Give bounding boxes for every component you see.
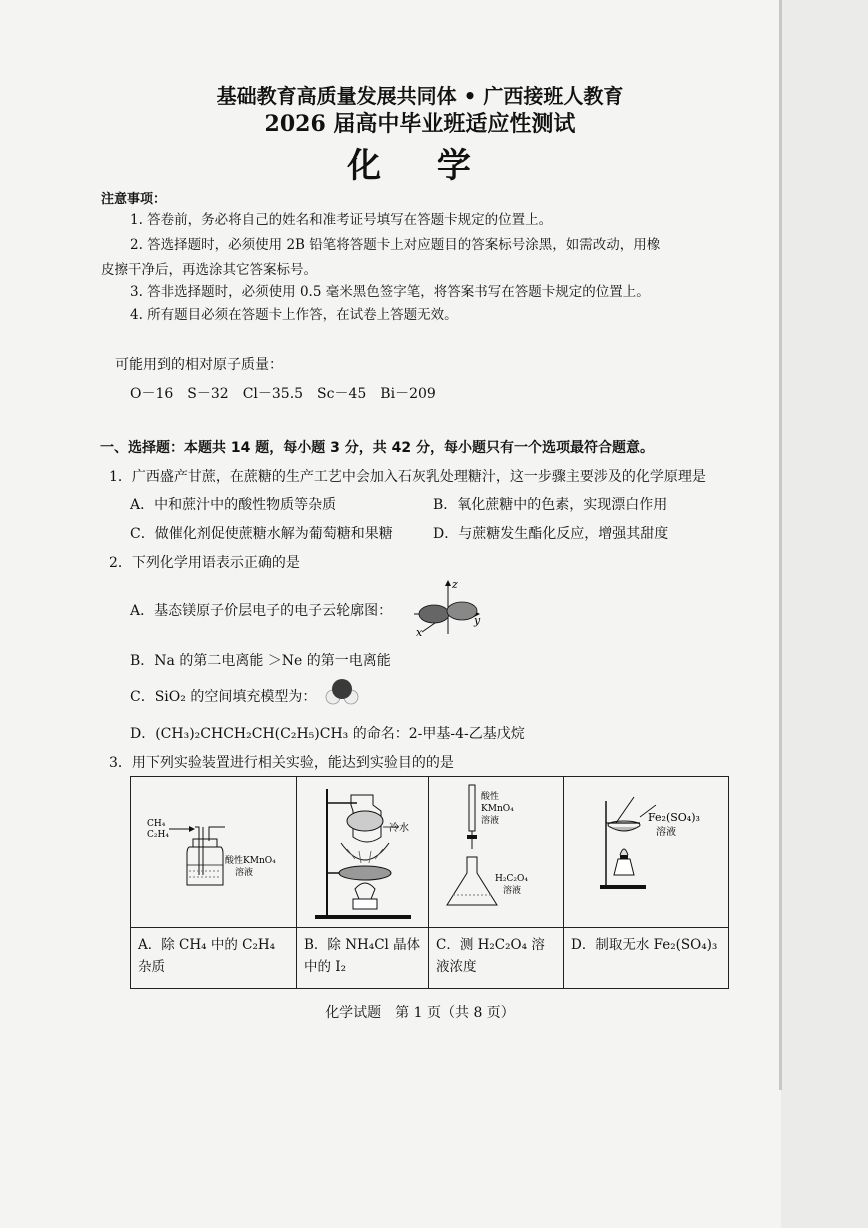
axis-x-label: x — [416, 626, 423, 638]
gas-c2h4-label: C₂H₄ — [147, 830, 169, 840]
subject-title: 化 学 — [347, 146, 493, 186]
cold-water-label: 冷水 — [389, 823, 409, 834]
q2-option-a: A．基态镁原子价层电子的电子云轮廓图： — [130, 603, 393, 619]
caption-b: B．除 NH₄Cl 晶体中的 I₂ — [297, 928, 429, 989]
axis-z-label: z — [452, 578, 458, 591]
q1-stem: 1．广西盛产甘蔗，在蔗糖的生产工艺中会加入石灰乳处理糖汁，这一步骤主要涉及的化学原理是 — [109, 469, 706, 485]
q1-option-d: D．与蔗糖发生酯化反应，增强其甜度 — [433, 526, 669, 542]
apparatus-c — [429, 777, 564, 928]
q3-stem: 3．用下列实验装置进行相关实验，能达到实验目的的是 — [109, 755, 454, 771]
kmno4-label: 酸性KMnO₄ — [225, 856, 276, 866]
header-line2: 2026 届高中毕业班适应性测试 — [264, 111, 576, 137]
notice-item-4: 4. 所有题目必须在答题卡上作答，在试卷上答题无效。 — [130, 307, 458, 323]
analyte-label-2: 溶液 — [503, 886, 522, 896]
apparatus-d — [564, 777, 729, 928]
masses-values: O－16 S－32 Cl－35.5 Sc－45 Bi－209 — [130, 386, 436, 402]
analyte-label-1: H₂C₂O₄ — [495, 874, 528, 884]
gas-washing-bottle — [131, 777, 296, 923]
titration-apparatus — [429, 777, 563, 923]
titrant-label-1: 酸性 — [481, 792, 500, 802]
notice-title: 注意事项： — [101, 192, 167, 207]
q1-option-c: C．做催化剂促使蔗糖水解为葡萄糖和果糖 — [130, 526, 393, 542]
titrant-label-3: 溶液 — [481, 816, 500, 826]
notice-item-2: 2. 答选择题时，必须使用 2B 铅笔将答题卡上对应题目的答案标号涂黑，如需改动，用橡 — [130, 237, 661, 253]
notice-item-3: 3. 答非选择题时，必须使用 0.5 毫米黑色签字笔，将答案书写在答题卡规定的位置上。 — [130, 284, 650, 300]
caption-a: A．除 CH₄ 中的 C₂H₄ 杂质 — [131, 928, 297, 989]
evaporation-apparatus — [564, 777, 728, 923]
solution-label-a: 溶液 — [235, 868, 254, 878]
solution-label-d: 溶液 — [656, 827, 676, 838]
sio2-space-filling-model — [325, 677, 359, 707]
header-line1: 基础教育高质量发展共同体 • 广西接班人教育 — [216, 84, 624, 108]
gas-ch4-label: CH₄ — [147, 819, 166, 829]
sublimation-apparatus — [297, 777, 428, 923]
caption-c: C．测 H₂C₂O₄ 溶液浓度 — [429, 928, 564, 989]
page-footer: 化学试题 第 1 页（共 8 页） — [325, 1005, 515, 1021]
section-title: 一、选择题：本题共 14 题，每小题 3 分，共 42 分，每小题只有一个选项最符合题意。 — [100, 440, 654, 456]
axis-y-label: y — [474, 614, 481, 627]
q1-option-a: A．中和蔗汁中的酸性物质等杂质 — [130, 497, 337, 513]
notice-item-2-cont: 皮擦干净后，再选涂其它答案标号。 — [101, 262, 317, 278]
caption-d: D．制取无水 Fe₂(SO₄)₃ — [564, 928, 729, 989]
apparatus-table — [130, 776, 729, 989]
q2-option-d: D．(CH₃)₂CHCH₂CH(C₂H₅)CH₃ 的命名：2-甲基-4-乙基戊烷 — [130, 726, 525, 742]
p-orbital-diagram — [410, 578, 486, 638]
apparatus-b — [297, 777, 429, 928]
q2-option-c: C．SiO₂ 的空间填充模型为： — [130, 689, 317, 705]
apparatus-a — [131, 777, 297, 928]
notice-item-1: 1. 答卷前，务必将自己的姓名和准考证号填写在答题卡规定的位置上。 — [130, 212, 553, 228]
q2-stem: 2．下列化学用语表示正确的是 — [109, 555, 300, 571]
q1-option-b: B．氧化蔗糖中的色素，实现漂白作用 — [433, 497, 668, 513]
q2-option-b: B．Na 的第二电离能 ＞Ne 的第一电离能 — [130, 653, 391, 669]
masses-label: 可能用到的相对原子质量： — [115, 357, 283, 373]
titrant-label-2: KMnO₄ — [481, 804, 514, 814]
fe2so43-label: Fe₂(SO₄)₃ — [648, 811, 700, 824]
